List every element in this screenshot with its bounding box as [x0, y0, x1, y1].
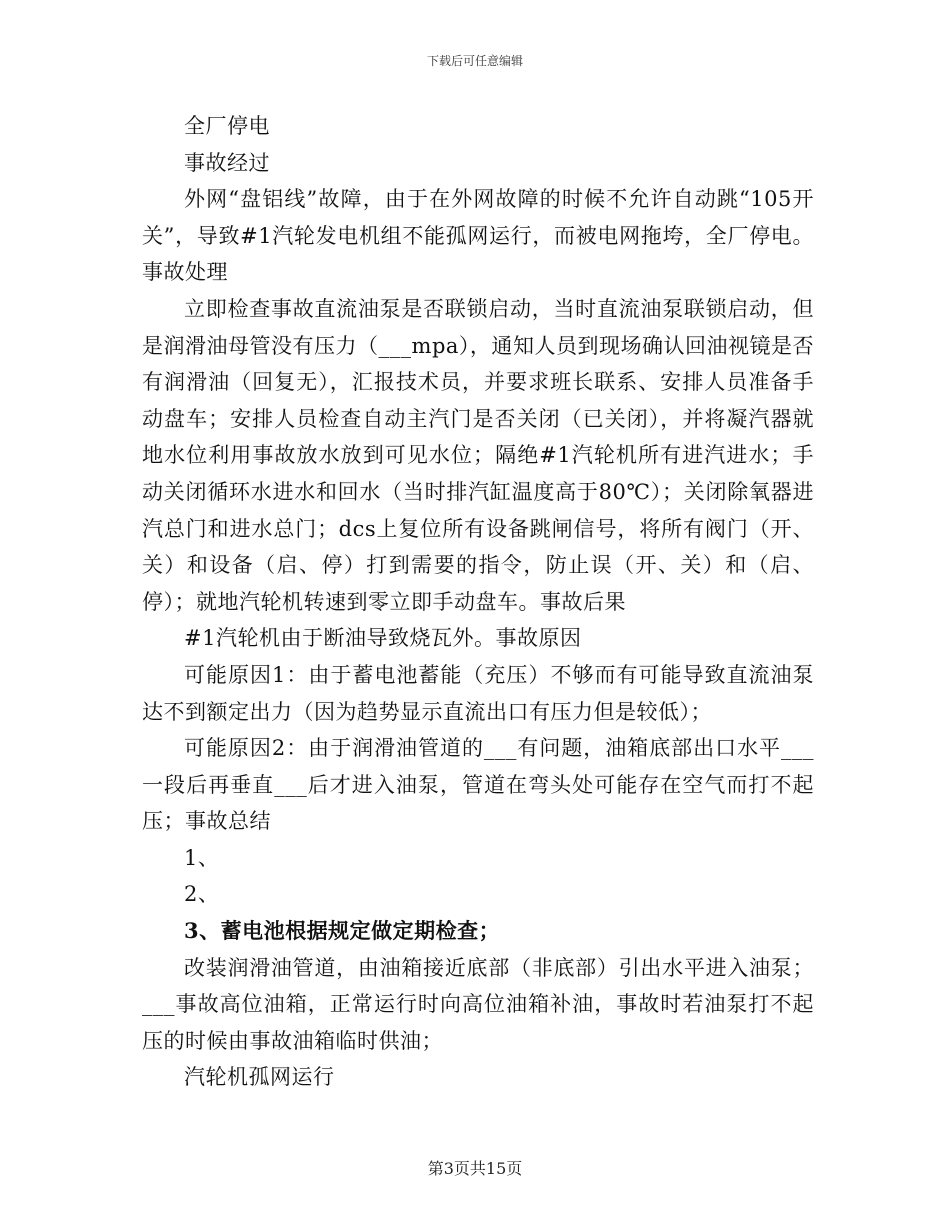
document-body	[142, 108, 814, 1096]
paragraph-cause-1: 可能原因1：由于蓄电池蓄能（充压）不够而有可能导致直流油泵达不到额定出力（因为趋势显示直流出口有压力但是较低）；	[142, 662, 814, 724]
paragraph-heading-incident: 事故经过	[184, 150, 270, 175]
paragraph-consequence: #1汽轮机由于断油导致烧瓦外。事故原因	[184, 626, 582, 651]
paragraph-summary-1: 1、	[184, 845, 220, 870]
paragraph-handling: 立即检查事故直流油泵是否联锁启动，当时直流油泵联锁启动，但是润滑油母管没有压力（___mpa），通知人员到现场确认回油视镜是否有润滑油（回复无），汇报技术员，并要求班长联系、安排人员准备手动盘车；安排人员检查自动主汽门是否关闭（已关闭），并将凝汽器就地水位利用事故放水放到可见水位；隔绝#1汽轮机所有进汽进水；手动关闭循环水进水和回水（当时排汽缸温度高于80℃）；关闭除氧器进汽总门和进水总门；dcs上复位所有设备跳闸信号，将所有阀门（开、关）和设备（启、停）打到需要的指令，防止误（开、关）和（启、停）；就地汽轮机转速到零立即手动盘车。事故后果	[142, 296, 814, 614]
paragraph-cause-2: 可能原因2：由于润滑油管道的___有问题，油箱底部出口水平___一段后再垂直___后才进入油泵，管道在弯头处可能存在空气而打不起压；事故总结	[142, 736, 814, 834]
page-header: 下载后可任意编辑	[426, 54, 523, 68]
paragraph-pipe-modification: 改装润滑油管道，由油箱接近底部（非底部）引出水平进入油泵；___事故高位油箱，正常运行时向高位油箱补油，事故时若油泵打不起压的时候由事故油箱临时供油；	[142, 955, 814, 1053]
page-footer: 第3页共15页	[427, 1159, 523, 1178]
paragraph-summary-3: 3、蓄电池根据规定做定期检查；	[184, 918, 501, 944]
paragraph-summary-2: 2、	[184, 882, 220, 907]
paragraph-incident-description: 外网“盘铝线”故障，由于在外网故障的时候不允许自动跳“105开关”，导致#1汽轮发电机组不能孤网运行，而被电网拖垮，全厂停电。事故处理	[142, 187, 814, 285]
paragraph-title-blackout: 全厂停电	[184, 114, 270, 138]
paragraph-island-operation: 汽轮机孤网运行	[184, 1065, 335, 1090]
